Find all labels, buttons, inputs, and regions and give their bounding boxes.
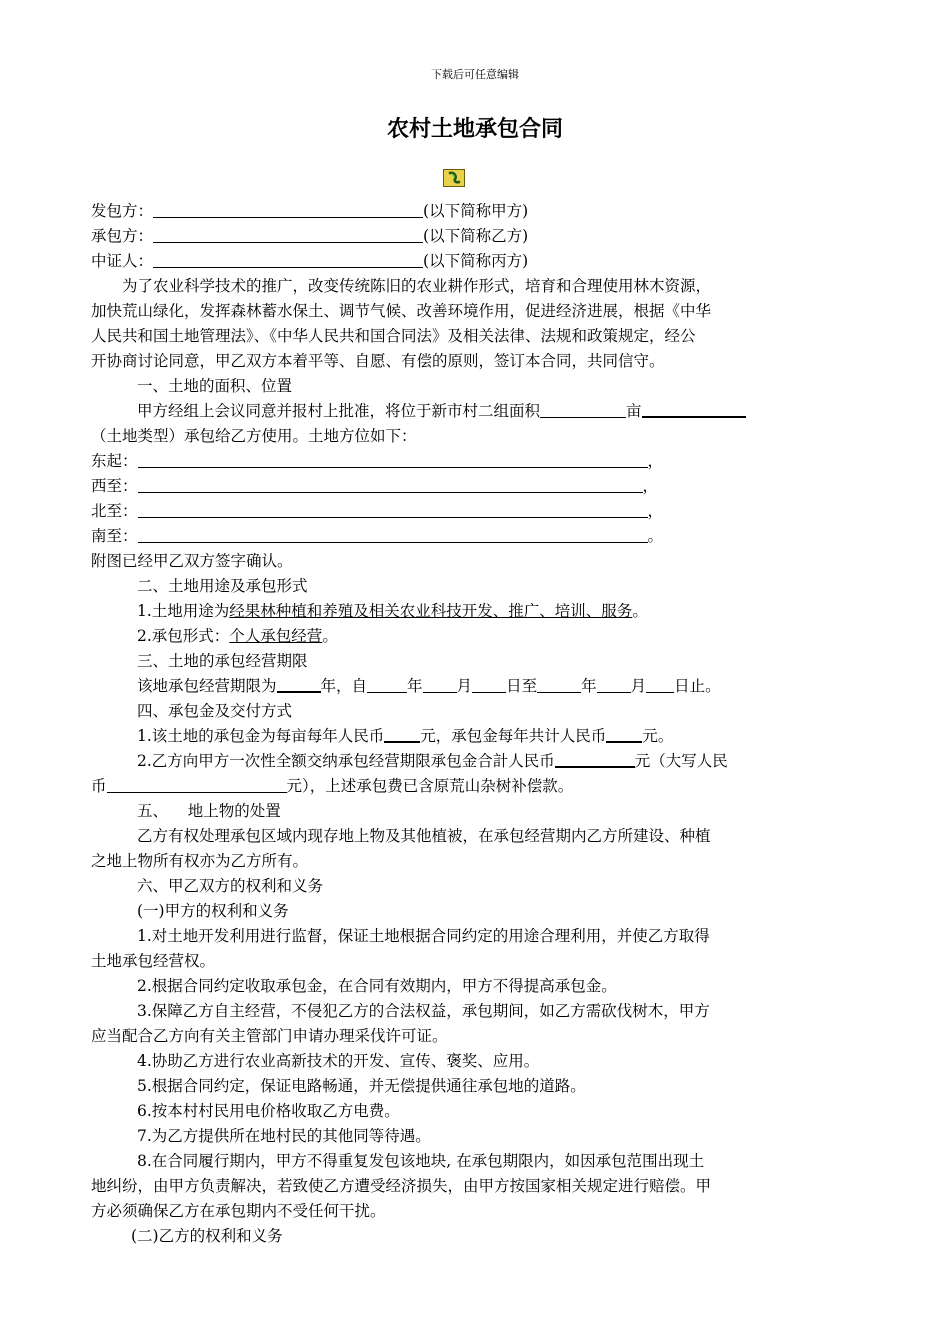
subheading-party-a: (一)甲方的权利和义务 (137, 902, 289, 920)
party-a-item: 8.在合同履行期内，甲方不得重复发包该地块, 在承包期限内，如因承包范围出现土 (137, 1152, 705, 1170)
contract-body (91, 199, 861, 1249)
party-a-item: 5.根据合同约定，保证电路畅通，并无偿提供通往承包地的道路。 (137, 1077, 586, 1095)
s1-paragraph: （土地类型）承包给乙方使用。土地方位如下： (91, 427, 417, 445)
blank-field[interactable] (642, 401, 746, 418)
party-suffix: (以下简称丙方) (423, 252, 529, 270)
term-line (91, 674, 861, 699)
blank-field[interactable] (107, 777, 287, 793)
fee-text: 币 (91, 777, 107, 795)
term-text: 月 (630, 677, 647, 695)
boundary-line (91, 524, 861, 549)
blank-field[interactable] (555, 751, 635, 768)
blank-field[interactable] (153, 252, 423, 268)
party-line-1 (91, 199, 861, 224)
contract-form-value: 个人承包经营 (229, 627, 323, 645)
s5-line: 乙方有权处理承包区域内现存地上物及其他植被，在承包经营期内乙方所建设、种植 (137, 827, 711, 845)
party-label: 发包方： (91, 202, 154, 220)
intro-line: 开协商讨论同意，甲乙双方本着平等、自愿、有偿的原则，签订本合同，共同信守。 (91, 352, 665, 370)
s1-note: 附图已经甲乙双方签字确认。 (91, 552, 293, 570)
land-use-value: 经果林种植和养殖及相关农业科技开发、推广、培训、服务 (229, 602, 633, 620)
contract-form-label: 2.承包形式： (137, 627, 230, 645)
term-text: 该地承包经营期限为 (137, 677, 277, 695)
blank-field[interactable] (423, 677, 457, 693)
boundary-label: 南至： (91, 527, 138, 545)
fee-text: 1.该土地的承包金为每亩每年人民币 (137, 727, 385, 745)
party-a-item-cont: 土地承包经营权。 (91, 952, 216, 970)
party-a-item-cont: 方必须确保乙方在承包期内不受任何干扰。 (91, 1202, 386, 1220)
fee-text: 2.乙方向甲方一次性全额交纳承包经营期限承包金合計人民币 (137, 752, 555, 770)
fee-text: 元），上述承包费已含原荒山杂树补偿款。 (286, 777, 574, 795)
term-text: 年 (407, 677, 423, 695)
boundary-line (91, 449, 861, 474)
section-heading-2: 二、土地用途及承包形式 (137, 577, 308, 595)
s1-paragraph (91, 399, 861, 424)
term-text: 年，自 (320, 677, 368, 695)
header-note: 下载后可任意编辑 (431, 68, 519, 81)
fee-text: 元（大写人民 (634, 752, 728, 770)
party-a-item-cont: 应当配合乙方向有关主管部门申请办理采伐许可证。 (91, 1027, 448, 1045)
party-a-item: 2.根据合同约定收取承包金，在合同有效期内，甲方不得提高承包金。 (137, 977, 617, 995)
intro-line: 加快荒山绿化，发挥森林蓄水保土、调节气候、改善环境作用，促进经济进展，根据《中华 (91, 302, 712, 320)
boundary-label: 东起： (91, 452, 138, 470)
term-text: 年 (581, 677, 597, 695)
blank-field[interactable] (153, 227, 423, 243)
intro-line: 为了农业科学技术的推广，改变传统陈旧的农业耕作形式，培育和合理使用林木资源， (122, 277, 712, 295)
page-title: 农村土地承包合同 (386, 117, 563, 142)
blank-field[interactable] (277, 676, 321, 693)
fee-line-3 (91, 774, 861, 799)
section-heading-3: 三、土地的承包经营期限 (137, 652, 308, 670)
blank-field[interactable] (138, 477, 643, 493)
intro-line: 人民共和国土地管理法》、《中华人民共和国合同法》及相关法律、法规和政策规定，经公 (91, 327, 696, 345)
land-use-label: 1.土地用途为 (137, 602, 230, 620)
subheading-party-b: (二)乙方的权利和义务 (131, 1227, 283, 1245)
punct: 。 (322, 627, 338, 645)
blank-field[interactable] (597, 677, 631, 693)
blank-field[interactable] (537, 677, 581, 693)
party-a-item: 1.对土地开发利用进行监督，保证土地根据合同约定的用途合理利用，并使乙方取得 (137, 927, 710, 945)
party-suffix: (以下简称乙方) (423, 227, 529, 245)
party-a-item: 3.保障乙方自主经营，不侵犯乙方的合法权益，承包期间，如乙方需砍伐树木，甲方 (137, 1002, 710, 1020)
blank-field[interactable] (138, 452, 648, 468)
term-text: 日至 (506, 677, 538, 695)
fee-text: 元，承包金每年共计人民币 (420, 727, 607, 745)
boundary-end: ， (647, 502, 664, 520)
boundary-line (91, 474, 861, 499)
fee-line-1 (91, 724, 861, 749)
s1-text: 亩 (626, 402, 642, 420)
s1-text: 甲方经组上会议同意并报村上批准，将位于新市村二组面积 (137, 402, 541, 420)
blank-field[interactable] (540, 402, 626, 418)
section-heading-1: 一、土地的面积、位置 (137, 377, 293, 395)
punct: 。 (632, 602, 648, 620)
section-heading-6: 六、甲乙双方的权利和义务 (137, 877, 324, 895)
blank-field[interactable] (472, 677, 506, 693)
boundary-end: 。 (647, 527, 664, 545)
party-label: 中证人： (91, 252, 154, 270)
party-suffix: (以下简称甲方) (423, 202, 529, 220)
blank-field[interactable] (367, 677, 407, 693)
blank-field[interactable] (138, 527, 648, 543)
section-heading-4: 四、承包金及交付方式 (137, 702, 293, 720)
blank-field[interactable] (606, 726, 642, 743)
section-heading-5: 五、 地上物的处置 (137, 802, 281, 820)
party-a-item: 7.为乙方提供所在地村民的其他同等待遇。 (137, 1127, 431, 1145)
party-a-item: 6.按本村村民用电价格收取乙方电费。 (137, 1102, 400, 1120)
boundary-label: 北至： (91, 502, 138, 520)
blank-field[interactable] (384, 726, 420, 743)
party-a-item-cont: 地纠纷，由甲方负责解决，若致使乙方遭受经济损失，由甲方按国家相关规定进行赔偿。甲 (91, 1177, 712, 1195)
party-line-3 (91, 249, 861, 274)
s5-line: 之地上物所有权亦为乙方所有。 (91, 852, 309, 870)
blank-field[interactable] (646, 677, 674, 693)
term-text: 月 (456, 677, 473, 695)
blank-field[interactable] (138, 502, 648, 518)
document-attachment-icon[interactable] (443, 169, 465, 187)
contract-form-line (91, 624, 861, 649)
fee-text: 元。 (642, 727, 674, 745)
land-use-line (91, 599, 861, 624)
boundary-line (91, 499, 861, 524)
blank-field[interactable] (153, 202, 423, 218)
party-line-2 (91, 224, 861, 249)
term-text: 日止。 (674, 677, 721, 695)
fee-line-2 (91, 749, 861, 774)
boundary-end: ， (642, 477, 659, 495)
party-label: 承包方： (91, 227, 154, 245)
boundary-end: ， (647, 452, 664, 470)
party-a-item: 4.协助乙方进行农业高新技术的开发、宣传、褒奖、应用。 (137, 1052, 540, 1070)
boundary-label: 西至： (91, 477, 138, 495)
